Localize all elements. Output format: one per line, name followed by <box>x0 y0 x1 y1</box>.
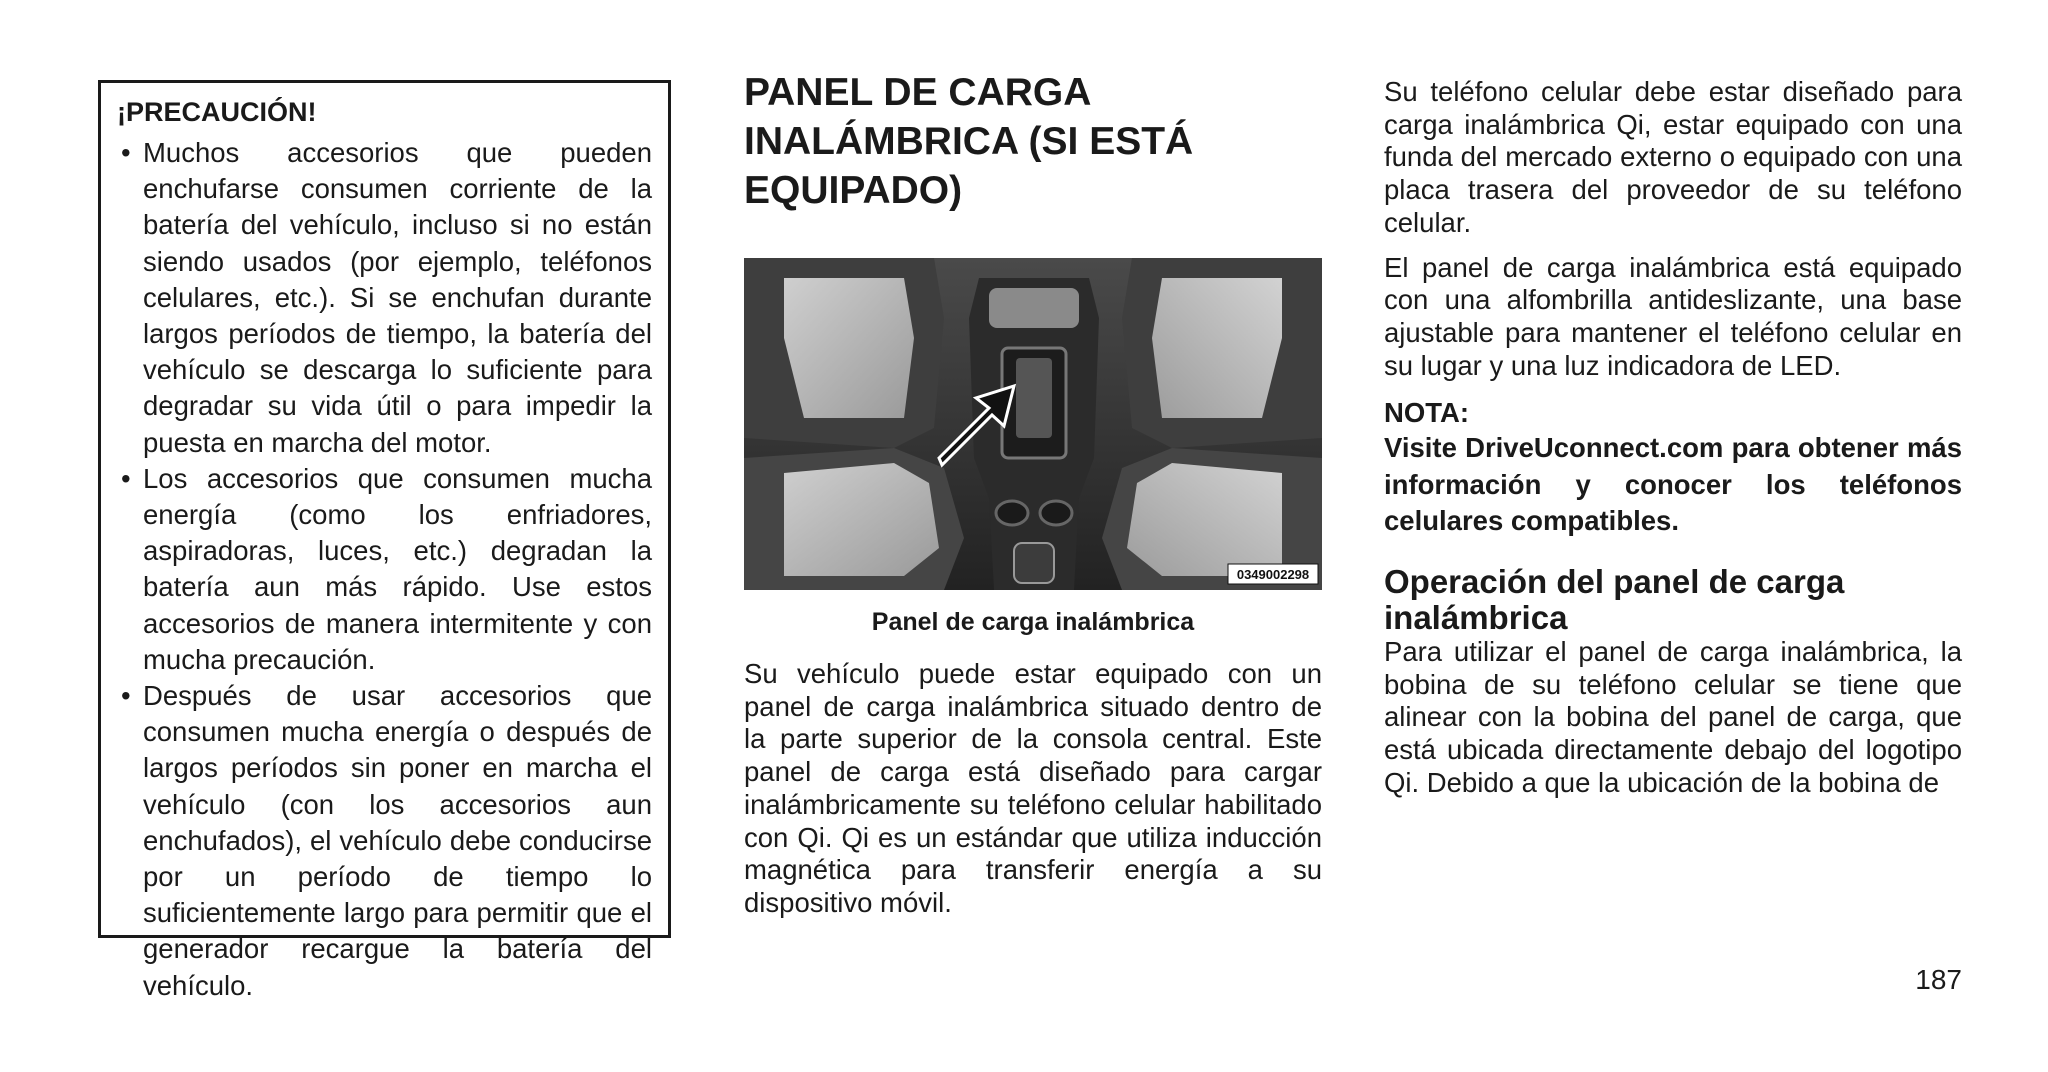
caution-list <box>117 135 652 1004</box>
page-number: 187 <box>1915 964 1962 995</box>
operation-subtitle: Operación del panel de carga inalámbrica <box>1384 562 1845 636</box>
caution-item: • Muchos accesorios que pueden enchufarse consumen corriente de la batería del vehículo, incluso si no están siendo usados (por ejemplo, teléfonos celulares, etc.). Si se enchufan durante largos períodos de tiempo, la batería del vehículo se descarga lo suficiente para degradar su vida útil o para impedir la puesta en marcha del motor. <box>121 137 652 458</box>
caution-item: • Los accesorios que consumen mucha energía (como los enfriadores, aspiradoras, luces, etc.) degradan la batería aun más rápido. Use estos accesorios de manera intermitente y con mucha precaución. <box>121 462 652 675</box>
figure-code: 0349002298 <box>1236 567 1310 582</box>
phone-requirements-paragraph: Su teléfono celular debe estar diseñado para carga inalámbrica Qi, estar equipado con una funda del mercado externo o equipado con una placa trasera del proveedor de su teléfono celular. <box>1384 76 1962 238</box>
note-label: NOTA: <box>1384 397 1470 429</box>
caution-title: ¡PRECAUCIÓN! <box>117 97 317 127</box>
bullet-icon: • <box>121 137 131 168</box>
intro-paragraph: Su vehículo puede estar equipado con un panel de carga inalámbrica situado dentro de la parte superior de la consola central. Este panel de carga está diseñado para cargar inalámbricamente su teléfono celular habilitado con Qi. Qi es un estándar que utiliza inducción magnética para transferir energía a su dispositivo móvil. <box>744 658 1322 918</box>
note-text: Visite DriveUconnect.com para obtener más información y conocer los teléfonos celulares compatibles. <box>1384 432 1962 537</box>
figure-caption: Panel de carga inalámbrica <box>871 608 1195 636</box>
section-title: PANEL DE CARGA INALÁMBRICA (SI ESTÁ EQUIPADO) <box>744 71 1194 212</box>
caution-item: • Después de usar accesorios que consumen mucha energía o después de largos períodos sin poner en marcha el vehículo (con los accesorios aun enchufados), el vehículo debe conducirse por un período de tiempo lo suficientemente largo para permitir que el generador recargue la batería del vehículo. <box>121 680 652 1001</box>
pad-features-paragraph: El panel de carga inalámbrica está equipado con una alfombrilla antideslizante, una base ajustable para mantener el teléfono celular en su lugar y una luz indicadora de LED. <box>1384 251 1962 381</box>
right-column <box>1384 76 1962 799</box>
operation-paragraph: Para utilizar el panel de carga inalámbrica, la bobina de su teléfono celular se tiene que alinear con la bobina del panel de carga, que está ubicada directamente debajo del logotipo Qi. Debido a que la ubicación de la bobina de <box>1384 635 1962 798</box>
bullet-icon: • <box>121 462 131 494</box>
wireless-charging-pad-illustration <box>744 258 1322 590</box>
caution-box <box>98 80 671 1001</box>
bullet-icon: • <box>121 680 131 712</box>
